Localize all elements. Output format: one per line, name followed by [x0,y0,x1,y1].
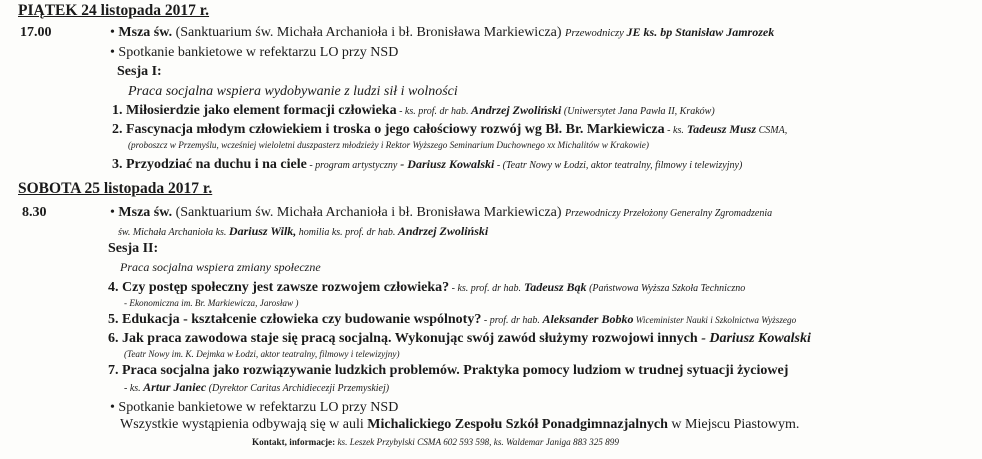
contact-label: Kontakt, informacje: [252,437,336,447]
item-number: 2. [112,122,123,137]
item-7-speaker [124,381,389,395]
separator: - ks. [124,383,144,394]
item-number: 3. [112,157,123,172]
day1-time: 17.00 [20,25,52,40]
banquet-text: Spotkanie bankietowe w refektarzu LO przy NSD [118,45,399,60]
speaker-affiliation: (Państwowa Wyższa Szkoła Techniczno [586,283,746,294]
item-title: Czy postęp społeczny jest zawsze rozwojem człowieka? [122,280,450,295]
item-6-note: (Teatr Nowy im. K. Dejmka w Łodzi, aktor teatralny, filmowy i telewizyjny) [124,349,400,359]
item-4 [108,280,745,296]
speaker-affiliation: (Dyrektor Caritas Archidiecezji Przemyskiej) [206,383,390,394]
item-title: Praca socjalna jako rozwiązywanie ludzkich problemów. Praktyka pomocy ludziom w trudnej sytuacji życiowej [122,363,789,378]
closing-pre: Wszystkie wystąpienia odbywają się w auli [120,417,368,432]
item-3 [112,157,742,173]
item-number: 4. [108,280,119,295]
speaker-affiliation: - (Teatr Nowy w Łodzi, aktor teatralny, filmowy i telewizyjny) [494,160,743,171]
celebrant-name: Dariusz Wilk, [228,224,297,238]
item-title: Miłosierdzie jako element formacji człowieka [126,103,397,118]
speaker-name: Aleksander Bobko [539,312,634,326]
venue-name: Michalickiego Zespołu Szkół Ponadgimnazjalnych [367,417,668,432]
day2-mass-line [110,205,772,221]
speaker-affiliation: (Uniwersytet Jana Pawła II, Kraków) [561,106,715,117]
speaker-title: ks. prof. dr hab. [457,283,521,294]
contact-text: ks. Leszek Przybylski CSMA 602 593 598, ks. Waldemar Janiga 883 325 899 [335,437,619,447]
mass-title: Msza św. [118,205,173,220]
speaker-name: Tadeusz Bąk [520,280,587,294]
separator: - [396,106,405,117]
item-number: 6. [108,331,119,346]
bullet: • [110,45,115,60]
mass-line2-pre: św. Michała Archanioła ks. [118,227,229,238]
separator: - [306,160,316,171]
contact-line [252,437,619,448]
session1-label: Sesja I: [117,64,162,79]
item-2 [112,122,787,138]
closing-post: w Miejscu Piastowym. [667,417,800,432]
item-number: 7. [108,363,119,378]
speaker-title: ks. [673,125,684,136]
speaker-name: - Dariusz Kowalski [397,157,495,171]
separator: - [697,331,710,346]
bullet: • [110,400,115,415]
day2-banquet [110,400,398,416]
mass-line2-mid: homilia ks. prof. dr hab. [296,227,398,238]
item-title: Jak praca zawodowa staje się pracą socjalną. Wykonując swój zawód służymy rozwojowi innych [122,331,698,346]
item-4-note: - Ekonomiczna im. Br. Markiewicza, Jarosław ) [124,298,299,308]
item-2-note: (proboszcz w Przemyślu, wcześniej wieloletni duszpasterz młodzieży i Rektor Wyższego Seminarium Duchownego xx Michalitów w Krakowie) [128,140,649,150]
homilist-name: Andrzej Zwoliński [397,224,489,238]
separator: - [664,125,673,136]
item-6 [108,331,811,347]
mass-title: Msza św. [118,25,173,40]
item-title: Fascynacja młodym człowiekiem i troska o jego całościowy rozwój wg Bł. Br. Markiewicza [126,122,665,137]
item-title: Edukacja - kształcenie człowieka czy budowanie wspólnoty? [122,312,482,327]
speaker-name: Artur Janiec [143,380,207,394]
item-1 [112,103,715,119]
item-title: Przyodziać na duchu i na ciele [126,157,307,172]
presider-label: Przewodniczy Przełożony Generalny Zgromadzenia [565,208,773,219]
item-number: 5. [108,312,119,327]
day1-mass-line [110,25,774,41]
separator: - [481,315,490,326]
presider-name: JE ks. bp Stanisław Jamrozek [626,25,775,39]
speaker-affiliation: CSMA, [756,125,788,136]
item-7 [108,363,788,379]
speaker-title: program artystyczny [315,160,398,171]
day2-header: SOBOTA 25 listopada 2017 r. [18,180,213,197]
speaker-name: Tadeusz Musz [683,122,757,136]
closing-line [120,417,799,433]
speaker-title: ks. prof. dr hab. [404,106,469,117]
day1-banquet [110,45,398,61]
speaker-title: prof. dr hab. [489,315,540,326]
session1-theme: Praca socjalna wspiera wydobywanie z ludzi sił i wolności [128,84,458,99]
mass-place: (Sanktuarium św. Michała Archanioła i bł. Bronisława Markiewicza) [172,205,566,220]
separator: - [449,283,458,294]
speaker-name: Dariusz Kowalski [709,331,811,346]
bullet: • [110,25,115,40]
bullet: • [110,205,115,220]
day1-header: PIĄTEK 24 listopada 2017 r. [18,2,210,19]
speaker-name: Andrzej Zwoliński [468,103,562,117]
speaker-affiliation: Wiceminister Nauki i Szkolnictwa Wyższego [633,315,797,325]
item-5 [108,312,796,328]
session2-label: Sesja II: [108,241,159,256]
session2-theme: Praca socjalna wspiera zmiany społeczne [120,260,321,274]
mass-place: (Sanktuarium św. Michała Archanioła i bł. Bronisława Markiewicza) [172,25,566,40]
banquet-text: Spotkanie bankietowe w refektarzu LO przy NSD [118,400,399,415]
presider-label: Przewodniczy [565,28,627,39]
day2-time: 8.30 [22,205,47,220]
day2-mass-line2 [118,225,488,239]
item-number: 1. [112,103,123,118]
